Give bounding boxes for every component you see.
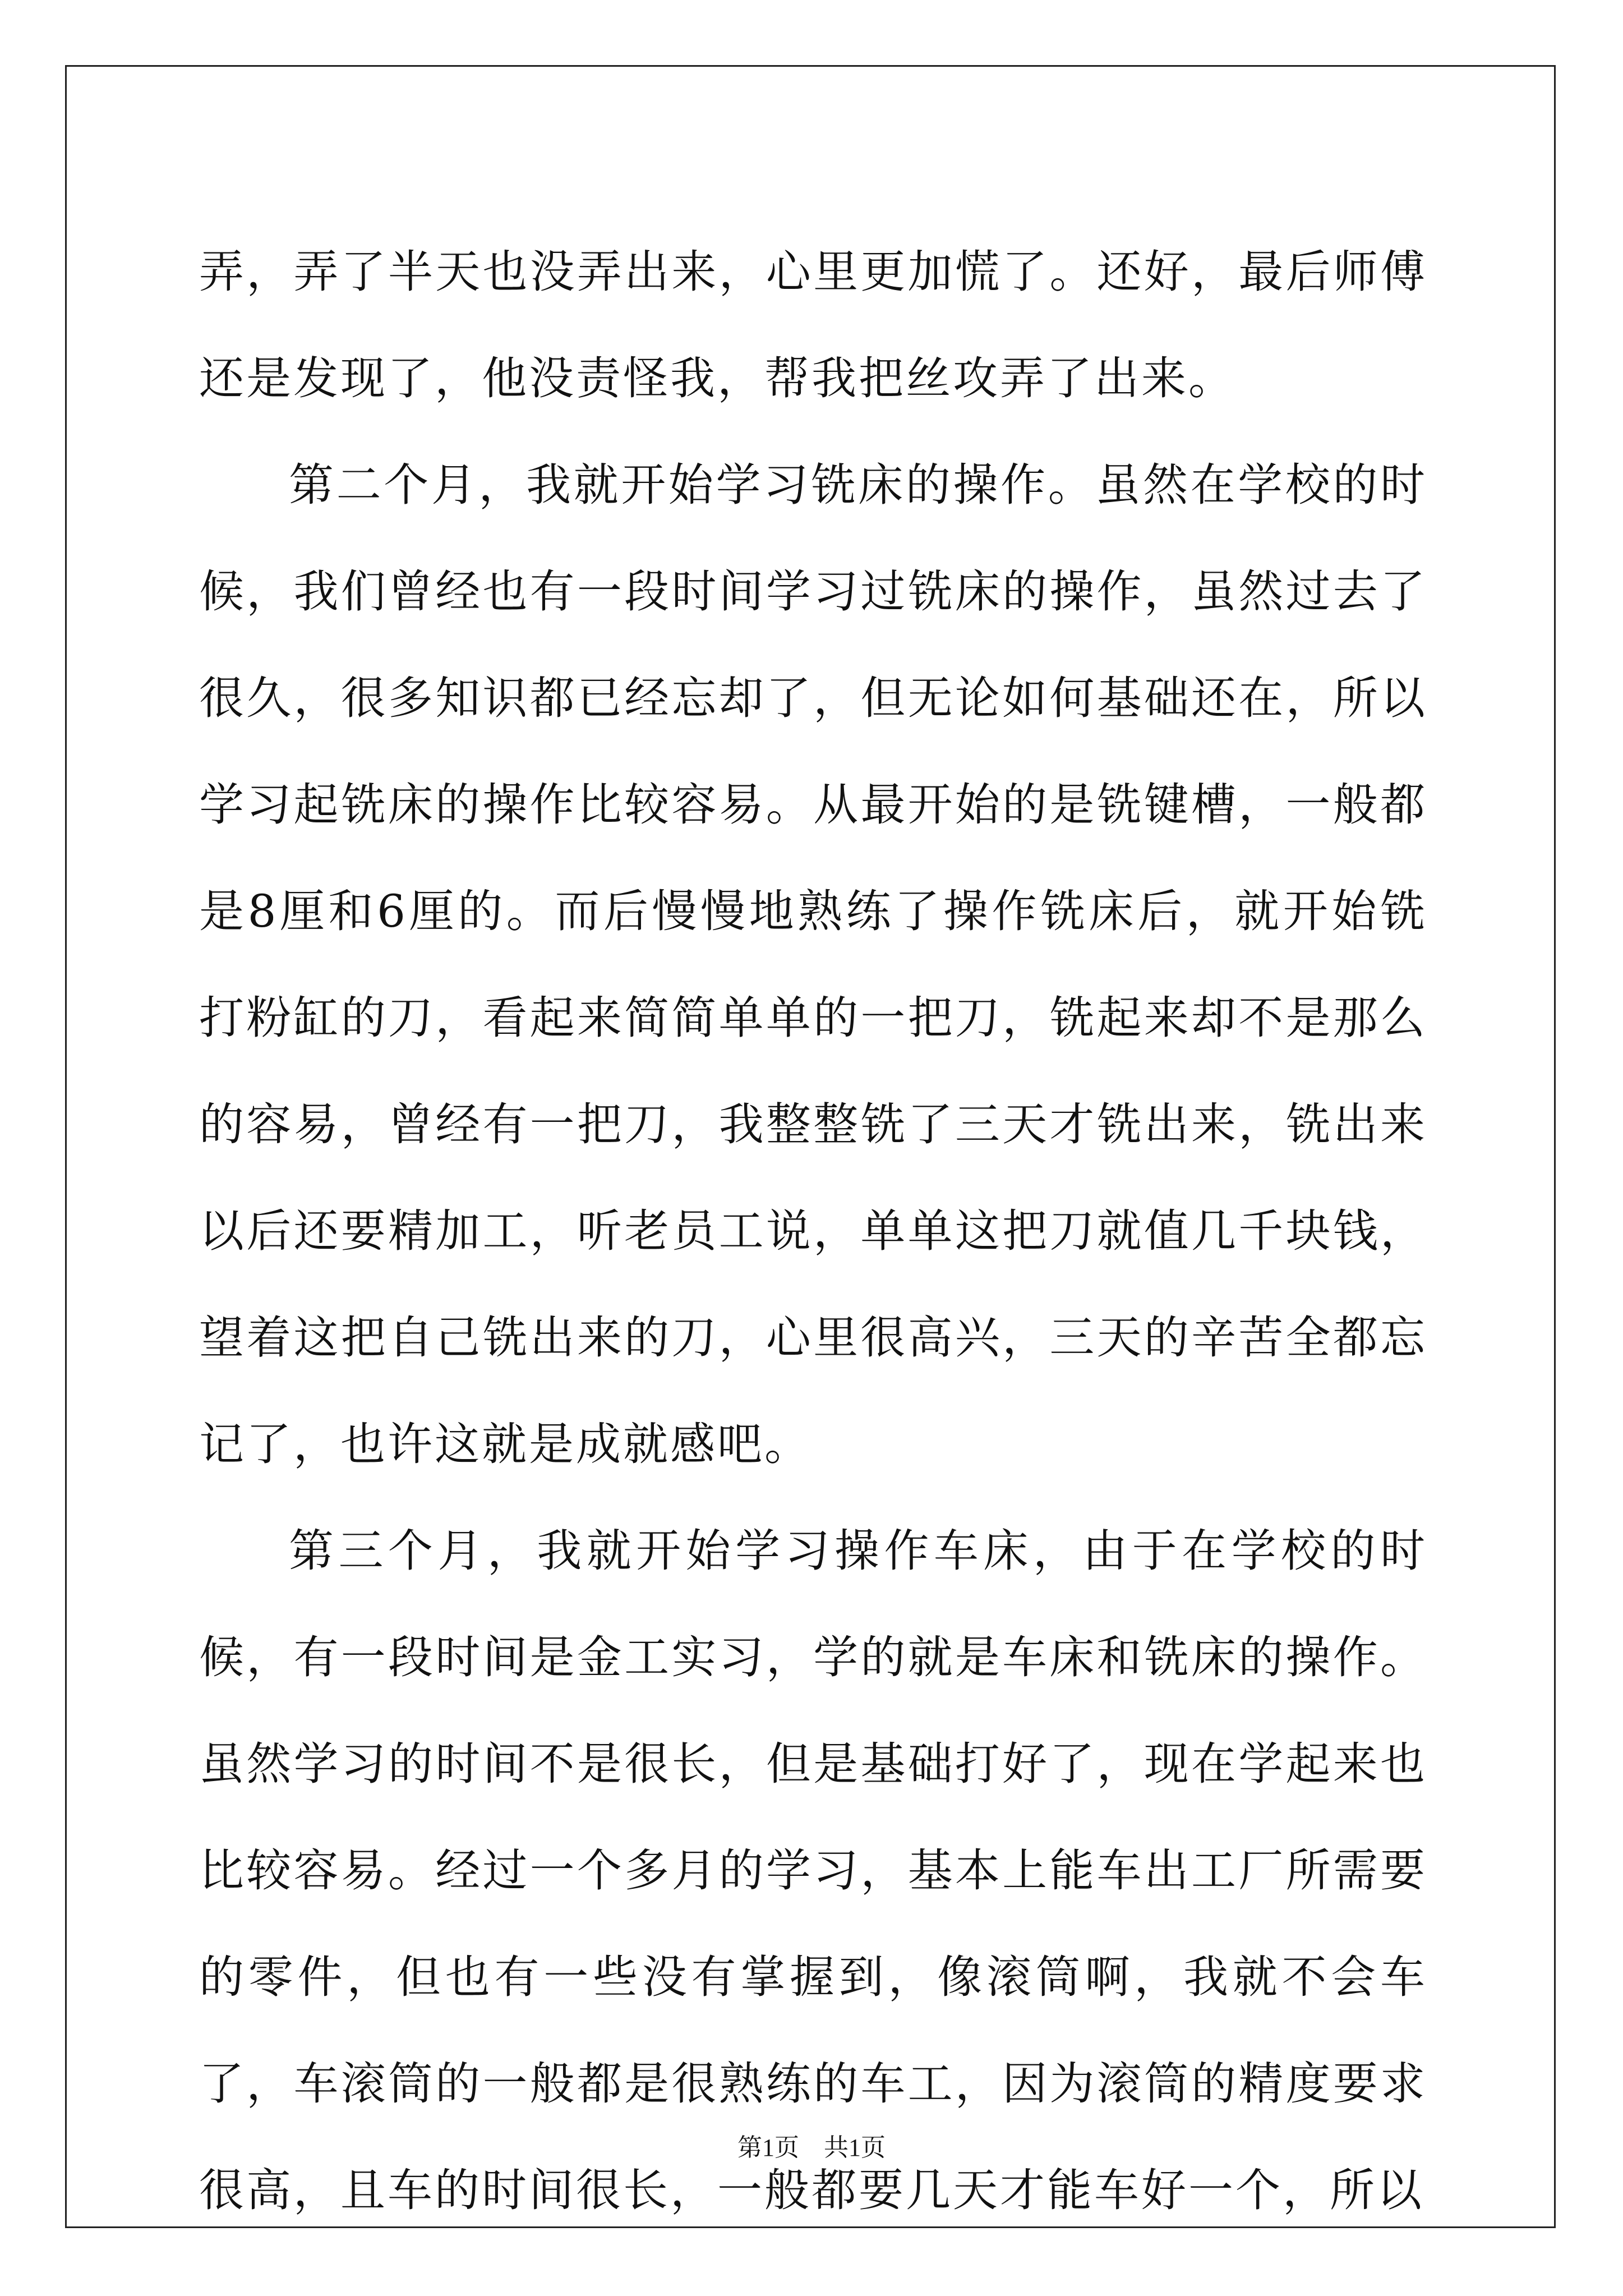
paragraph-1: 弄，弄了半天也没弄出来，心里更加慌了。还好，最后师傅还是发现了，他没责怪我，帮我把丝攻弄了出来。 xyxy=(199,246,1427,404)
document-body xyxy=(199,219,1427,2244)
paragraph-2: 第二个月，我就开始学习铣床的操作。虽然在学校的时候，我们曾经也有一段时间学习过铣床的操作，虽然过去了很久，很多知识都已经忘却了，但无论如何基础还在，所以学习起铣床的操作比较容易。从最开始的是铣键槽，一般都是8厘和6厘的。而后慢慢地熟练了操作铣床后，就开始铣打粉缸的刀，看起来简简单单的一把刀，铣起来却不是那么的容易，曾经有一把刀，我整整铣了三天才铣出来，铣出来以后还要精加工，听老员工说，单单这把刀就值几千块钱，望着这把自己铣出来的刀，心里很高兴，三天的辛苦全都忘记了，也许这就是成就感吧。 xyxy=(199,459,1427,1470)
paragraph-3: 第三个月，我就开始学习操作车床，由于在学校的时候，有一段时间是金工实习，学的就是车床和铣床的操作。虽然学习的时间不是很长，但是基础打好了，现在学起来也比较容易。经过一个多月的学习，基本上能车出工厂所需要的零件，但也有一些没有掌握到，像滚筒啊，我就不会车了，车滚筒的一般都是很熟练的车工，因为滚筒的精度要求很高，且车的时间很长，一般都要几天才能车好一个，所以 xyxy=(199,1525,1427,2216)
page-footer: 第1页 共1页 xyxy=(737,2134,886,2161)
